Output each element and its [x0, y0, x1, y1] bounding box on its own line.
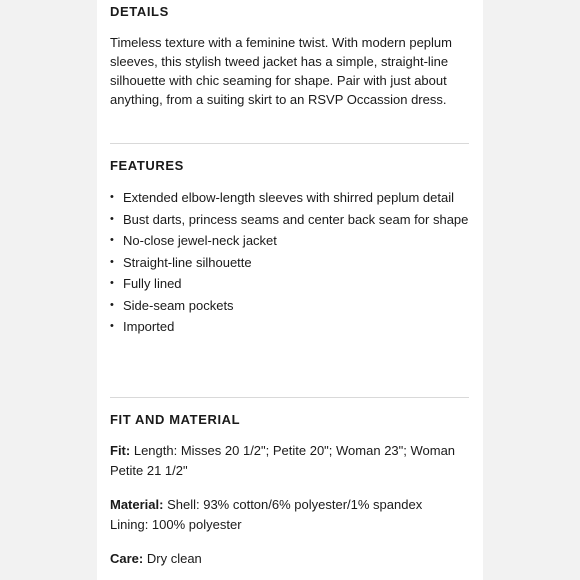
care-label: Care: — [110, 551, 144, 566]
product-details-panel — [97, 0, 483, 580]
bullet-icon: • — [110, 255, 114, 268]
section-divider — [110, 397, 469, 398]
feature-text: No-close jewel-neck jacket — [123, 233, 277, 248]
feature-text: Fully lined — [123, 276, 182, 291]
fit-material-heading: FIT AND MATERIAL — [110, 412, 241, 427]
list-item — [110, 252, 470, 274]
details-description: Timeless texture with a feminine twist. With modern peplum sleeves, this stylish tweed jacket has a simple, straight-line silhouette with chic seaming for shape. Pair with just about anything, from a suiting skirt to an RSVP Occassion dress. — [110, 35, 452, 107]
feature-text: Side-seam pockets — [123, 297, 234, 313]
bullet-icon: • — [110, 234, 114, 246]
bullet-icon: • — [110, 212, 114, 225]
features-heading: FEATURES — [110, 158, 184, 173]
features-list — [110, 187, 470, 338]
feature-text: Straight-line silhouette — [123, 254, 252, 270]
care-info — [110, 549, 470, 569]
details-heading: DETAILS — [110, 4, 169, 19]
material-shell: Shell: 93% cotton/6% polyester/1% spandex — [167, 497, 423, 512]
material-lining: Lining: 100% polyester — [110, 517, 242, 532]
bullet-icon: • — [110, 277, 114, 289]
list-item — [110, 316, 470, 338]
list-item — [110, 273, 470, 295]
bullet-icon: • — [110, 320, 114, 332]
feature-text: Bust darts, princess seams and center back seam for shape — [123, 211, 469, 227]
list-item — [110, 187, 470, 209]
fit-label: Fit: — [110, 443, 131, 458]
list-item — [110, 295, 470, 317]
list-item — [110, 209, 470, 231]
bullet-icon: • — [110, 191, 114, 203]
fit-info — [110, 441, 470, 481]
material-label: Material: — [110, 497, 164, 512]
list-item — [110, 230, 470, 252]
care-value: Dry clean — [146, 551, 202, 566]
feature-text: Extended elbow-length sleeves with shirred peplum detail — [123, 190, 454, 205]
section-divider — [110, 143, 469, 144]
feature-text: Imported — [123, 319, 175, 334]
bullet-icon: • — [110, 298, 114, 311]
material-info — [110, 495, 470, 535]
fit-value: Length: Misses 20 1/2"; Petite 20"; Woman 23"; Woman Petite 21 1/2" — [110, 443, 456, 478]
